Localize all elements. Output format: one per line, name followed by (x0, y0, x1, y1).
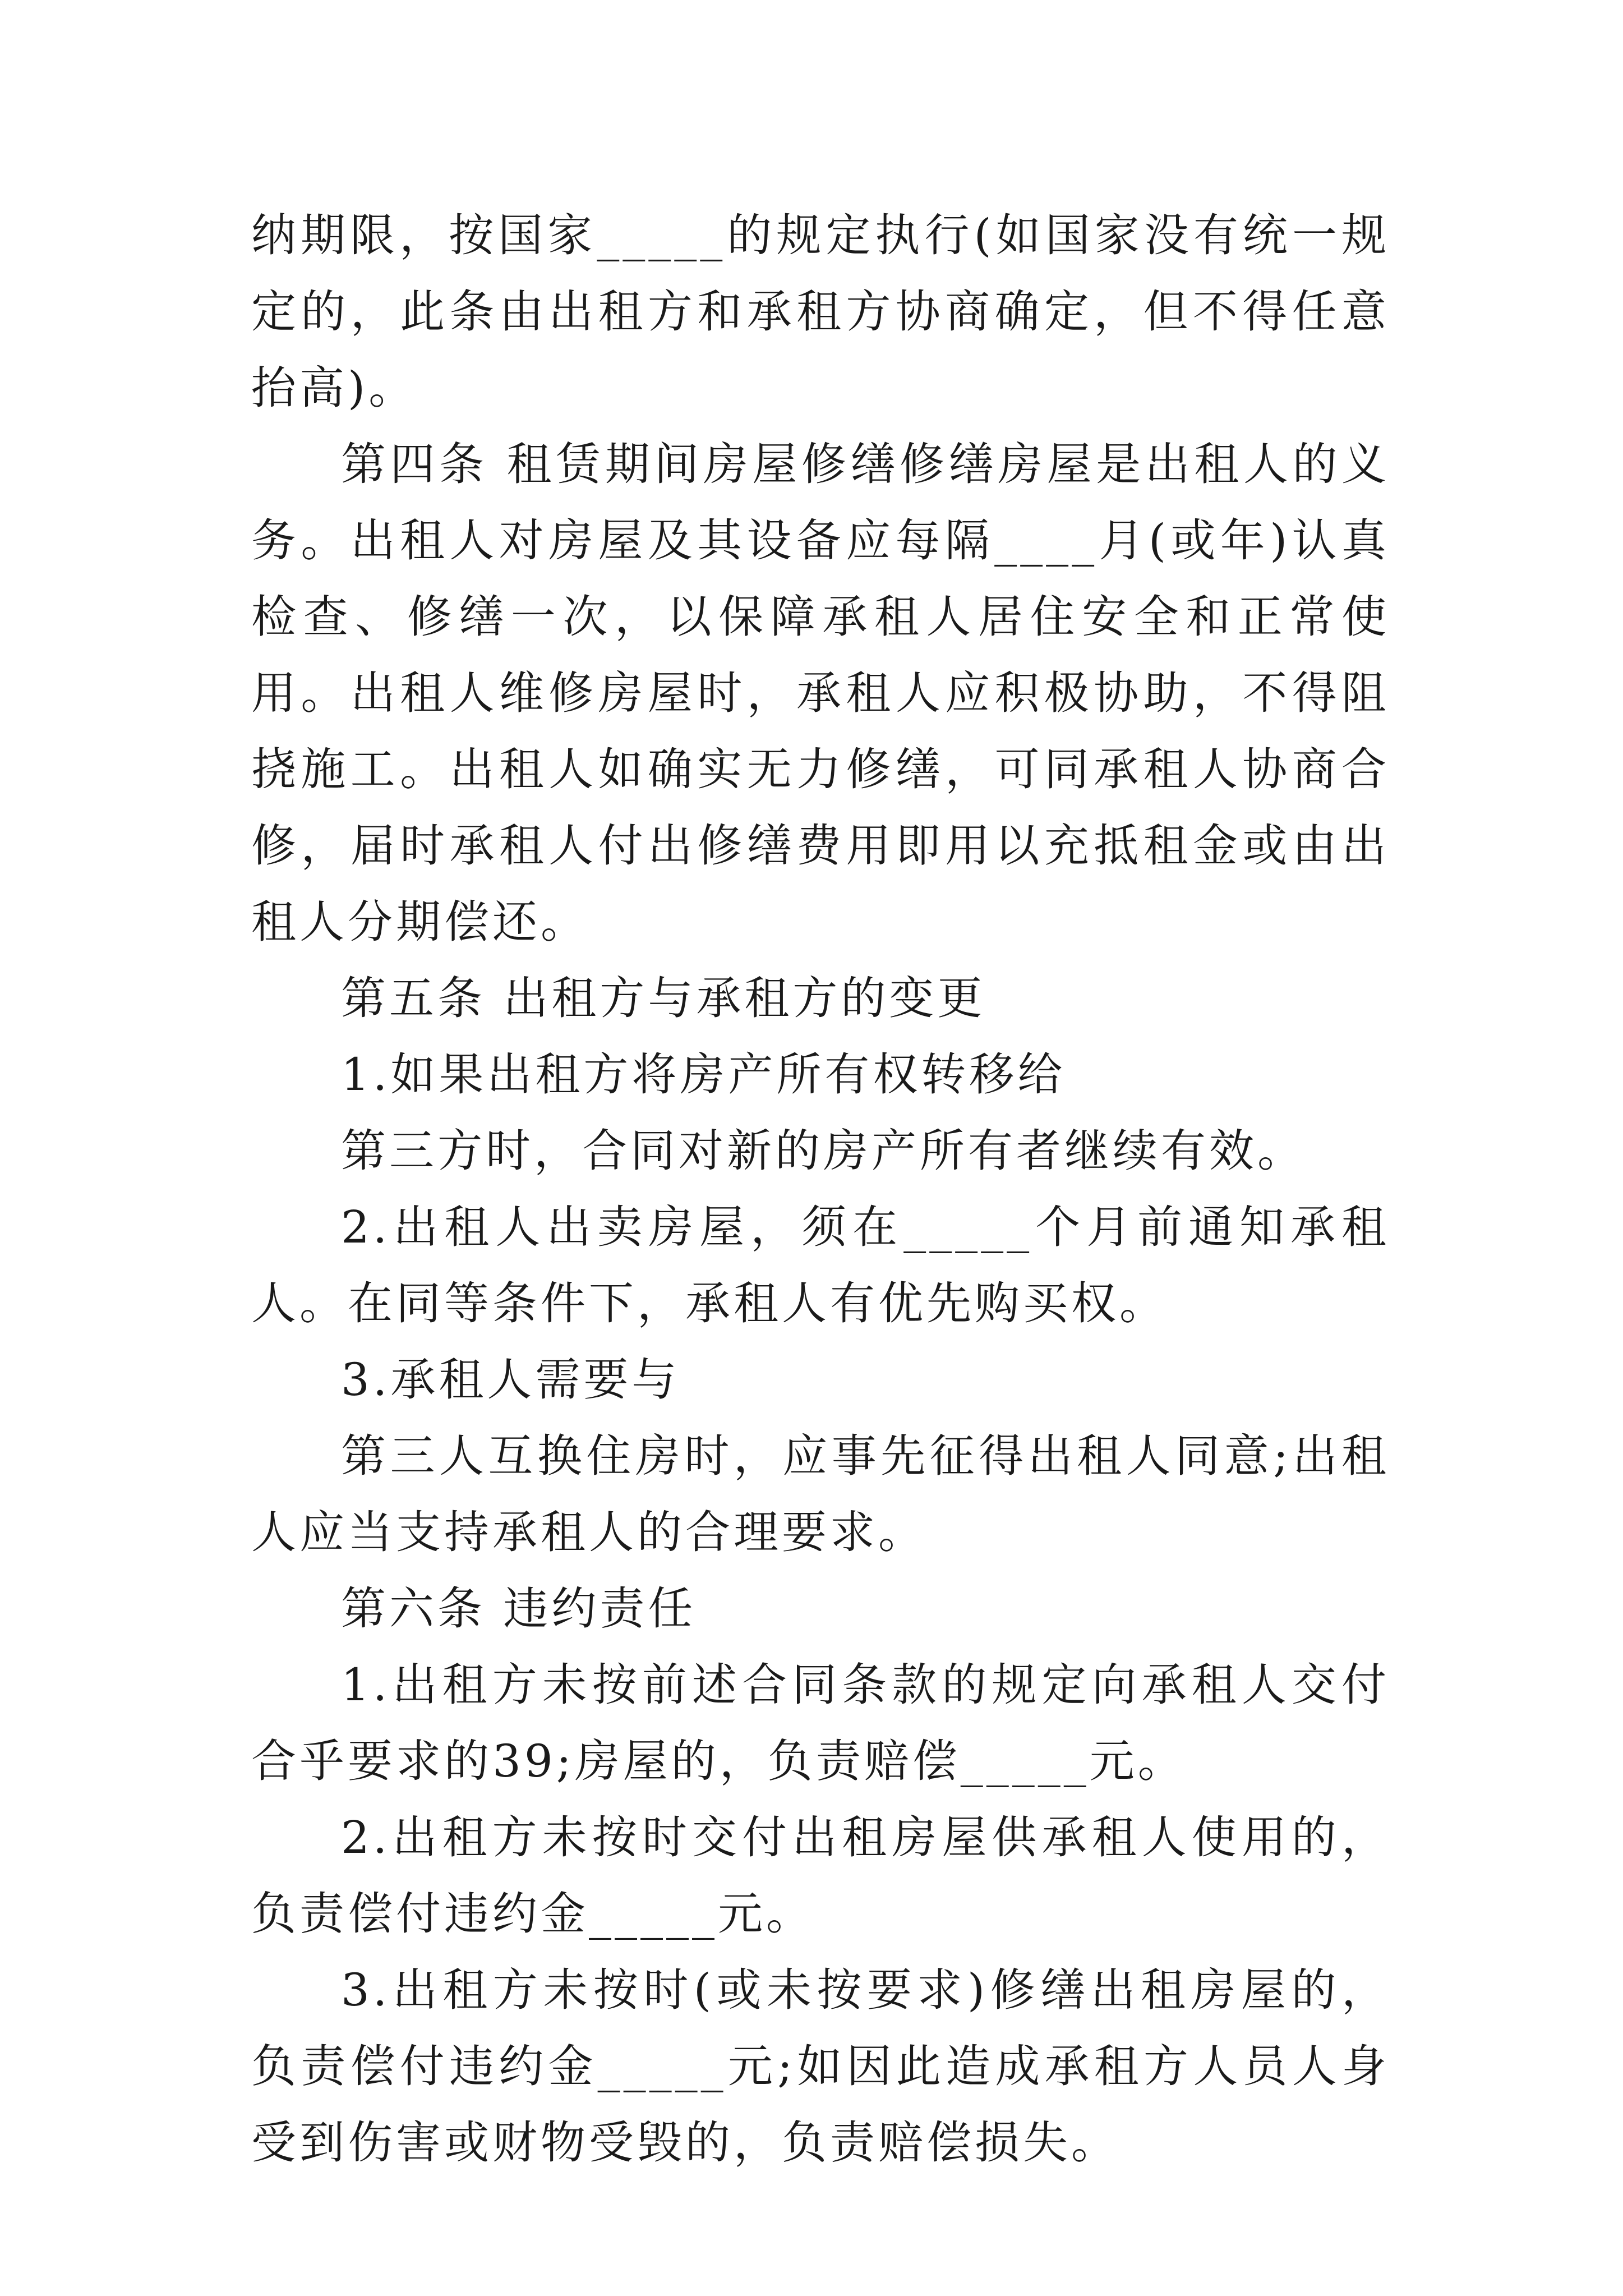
paragraph-article-5-item-3b: 第三人互换住房时，应事先征得出租人同意;出租人应当支持承租人的合理要求。 (251, 1430, 1390, 1558)
paragraph-article-5-item-1b: 第三方时，合同对新的房产所有者继续有效。 (341, 1125, 1306, 1177)
paragraph-term-3-end: 纳期限，按国家_____的规定执行(如国家没有统一规定的，此条由出租方和承租方协商确定，但不得任意抬高)。 (251, 209, 1390, 414)
heading-article-5: 第五条 出租方与承租方的变更 (341, 972, 986, 1024)
paragraph-article-6-item-2: 2.出租方未按时交付出租房屋供承租人使用的，负责偿付违约金_____元。 (251, 1811, 1390, 1940)
heading-article-6: 第六条 违约责任 (341, 1582, 697, 1635)
paragraph-article-5-item-1a: 1.如果出租方将房产所有权转移给 (341, 1048, 1066, 1101)
paragraph-article-5-item-3a: 3.承租人需要与 (341, 1354, 680, 1406)
paragraph-article-6-item-1: 1.出租方未按前述合同条款的规定向承租人交付合乎要求的39;房屋的，负责赔偿_____元。 (251, 1659, 1390, 1787)
paragraph-article-6-item-3: 3.出租方未按时(或未按要求)修缮出租房屋的，负责偿付违约金_____元;如因此造成承租方人员人身受到伤害或财物受毁的，负责赔偿损失。 (251, 1964, 1390, 2169)
paragraph-article-5-item-2: 2.出租人出卖房屋，须在_____个月前通知承租人。在同等条件下，承租人有优先购买权。 (251, 1201, 1390, 1329)
document-body (251, 197, 1390, 2181)
paragraph-article-4: 第四条 租赁期间房屋修缮修缮房屋是出租人的义务。出租人对房屋及其设备应每隔____月(或年)认真检查、修缮一次，以保障承租人居住安全和正常使用。出租人维修房屋时，承租人应积极协助，不得阻挠施工。出租人如确实无力修缮，可同承租人协商合修，届时承租人付出修缮费用即用以充抵租金或由出租人分期偿还。 (251, 438, 1390, 948)
